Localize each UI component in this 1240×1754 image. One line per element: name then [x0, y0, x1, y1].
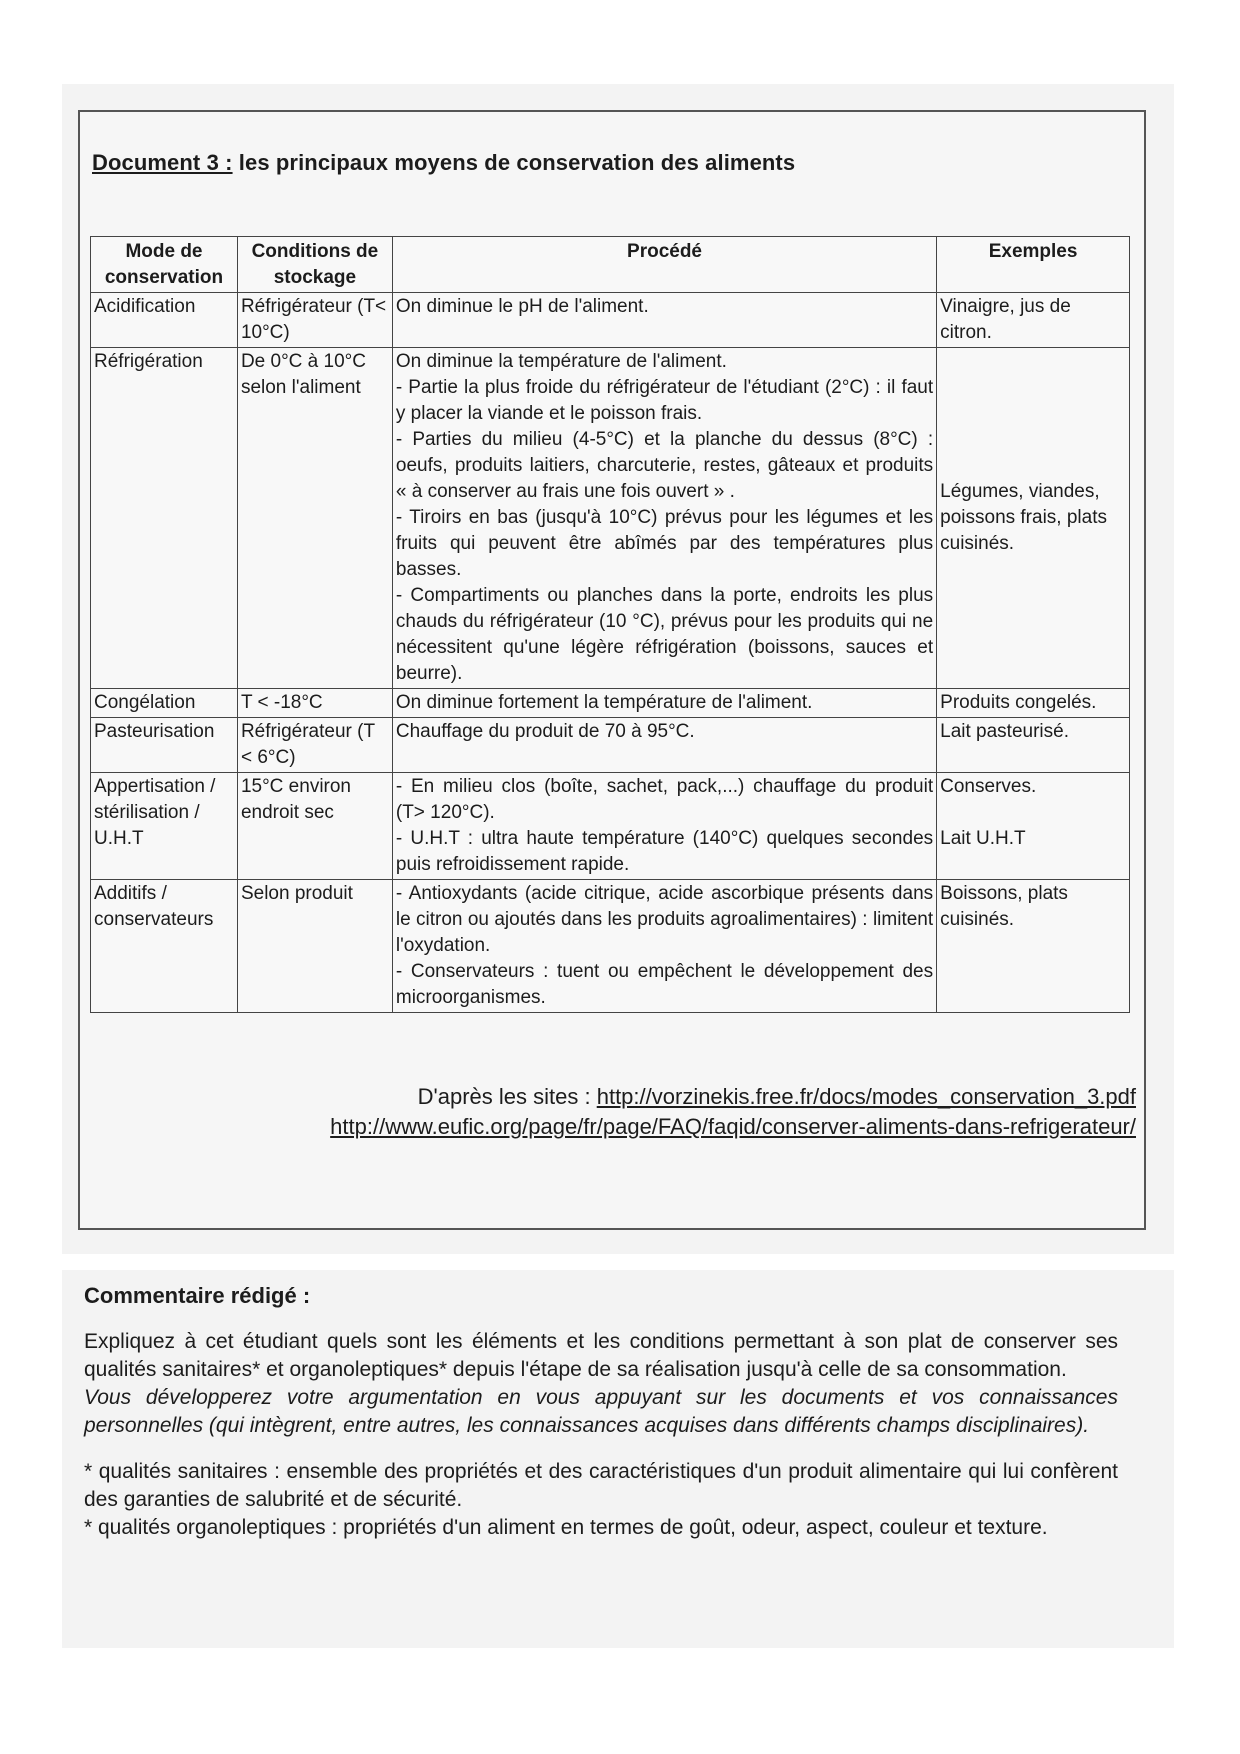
exemple-line: Vinaigre, jus de citron. — [940, 296, 1071, 343]
table-row — [91, 880, 1130, 1013]
cell-exemples — [937, 293, 1130, 348]
cell-conditions: Réfrigérateur (T < 6°C) — [237, 718, 392, 773]
commentary-instructions: Vous développerez votre argumentation en vous appuyant sur les documents et vos connaissances personnelles (qui intègrent, entre autres, les connaissances acquises dans différents champs disciplinaires). — [84, 1386, 1118, 1437]
cell-procede — [392, 773, 936, 880]
table-row — [91, 773, 1130, 880]
cell-mode: Congélation — [91, 689, 238, 718]
cell-procede — [392, 880, 936, 1013]
table-row — [91, 348, 1130, 689]
procede-line: - Parties du milieu (4-5°C) et la planche du dessus (8°C) : oeufs, produits laitiers, charcuterie, restes, gâteaux et produits « à conserver au frais une fois ouvert » . — [395, 429, 934, 502]
table-row — [91, 293, 1130, 348]
footnote-sanitaires: * qualités sanitaires : ensemble des propriétés et des caractéristiques d'un produit alimentaire qui lui confèrent des garanties de salubrité et de sécurité. — [84, 1460, 1118, 1511]
commentary-section — [84, 1282, 1118, 1542]
cell-mode: Additifs / conservateurs — [91, 880, 238, 1013]
commentary-paragraph: Expliquez à cet étudiant quels sont les éléments et les conditions permettant à son plat de conserver ses qualités sanitaires* et organoleptiques* depuis l'étape de sa réalisation jusqu'à celle de sa consommation. — [84, 1330, 1118, 1381]
header-mode: Mode de conservation — [91, 237, 238, 293]
cell-exemples — [937, 718, 1130, 773]
exemple-line: Lait pasteurisé. — [940, 721, 1069, 742]
document-title-text: les principaux moyens de conservation des aliments — [238, 150, 796, 175]
cell-conditions: T < -18°C — [237, 689, 392, 718]
procede-line: Chauffage du produit de 70 à 95°C. — [395, 721, 695, 742]
header-exemples: Exemples — [937, 237, 1130, 293]
procede-line: On diminue le pH de l'aliment. — [395, 296, 649, 317]
header-procede: Procédé — [392, 237, 936, 293]
exemple-line: Lait U.H.T — [940, 828, 1026, 849]
procede-line: - Compartiments ou planches dans la porte, endroits les plus chauds du réfrigérateur (10 °C), prévus pour les produits qui ne nécessitent qu'une légère réfrigération (boissons, sauces et beurre). — [395, 585, 934, 684]
document-title — [92, 150, 795, 176]
cell-mode: Appertisation / stérilisation / U.H.T — [91, 773, 238, 880]
cell-procede — [392, 718, 936, 773]
procede-line: - Antioxydants (acide citrique, acide ascorbique présents dans le citron ou ajoutés dans les produits agroalimentaires) : limitent l'oxydation. — [395, 883, 934, 956]
cell-exemples — [937, 880, 1130, 1013]
cell-procede — [392, 293, 936, 348]
cell-conditions: Réfrigérateur (T< 10°C) — [237, 293, 392, 348]
sources-line-2 — [330, 1112, 1136, 1142]
sources-line-1 — [330, 1082, 1136, 1112]
sources — [330, 1082, 1136, 1142]
procede-line: On diminue fortement la température de l'aliment. — [395, 692, 813, 713]
procede-line: - Tiroirs en bas (jusqu'à 10°C) prévus pour les légumes et les fruits qui peuvent être abîmés par des températures plus basses. — [395, 507, 934, 580]
exemple-spacer — [940, 800, 1126, 826]
exemple-line: Produits congelés. — [940, 692, 1097, 713]
exemple-line: Légumes, viandes, poissons frais, plats cuisinés. — [940, 481, 1107, 554]
procede-line: - U.H.T : ultra haute température (140°C) quelques secondes puis refroidissement rapide. — [395, 828, 934, 875]
exemple-line: Conserves. — [940, 776, 1037, 797]
cell-exemples — [937, 773, 1130, 880]
sources-prefix: D'après les sites : — [417, 1084, 591, 1109]
cell-mode: Pasteurisation — [91, 718, 238, 773]
cell-mode: Acidification — [91, 293, 238, 348]
procede-line: On diminue la température de l'aliment. — [395, 351, 727, 372]
source-link-eufic[interactable]: http://www.eufic.org/page/fr/page/FAQ/faqid/conserver-aliments-dans-refrigerateur/ — [330, 1114, 1136, 1139]
cell-procede — [392, 348, 936, 689]
header-conditions: Conditions de stockage — [237, 237, 392, 293]
cell-procede — [392, 689, 936, 718]
table-row — [91, 689, 1130, 718]
cell-exemples — [937, 348, 1130, 689]
cell-conditions: 15°C environ endroit sec — [237, 773, 392, 880]
document-label: Document 3 : — [92, 150, 233, 175]
source-link-vorzinekis[interactable]: http://vorzinekis.free.fr/docs/modes_conservation_3.pdf — [596, 1084, 1136, 1109]
table-row — [91, 718, 1130, 773]
table-header-row — [91, 237, 1130, 293]
cell-conditions: Selon produit — [237, 880, 392, 1013]
exemple-line: Boissons, plats cuisinés. — [940, 883, 1068, 930]
commentary-heading: Commentaire rédigé : — [84, 1283, 311, 1308]
procede-line: - Conservateurs : tuent ou empêchent le développement des microorganismes. — [395, 961, 934, 1008]
cell-mode: Réfrigération — [91, 348, 238, 689]
conservation-table — [90, 236, 1130, 1013]
cell-conditions: De 0°C à 10°C selon l'aliment — [237, 348, 392, 689]
procede-line: - Partie la plus froide du réfrigérateur de l'étudiant (2°C) : il faut y placer la viande et le poisson frais. — [395, 377, 934, 424]
cell-exemples — [937, 689, 1130, 718]
procede-line: - En milieu clos (boîte, sachet, pack,...) chauffage du produit (T> 120°C). — [395, 776, 934, 823]
footnote-organoleptiques: * qualités organoleptiques : propriétés d'un aliment en termes de goût, odeur, aspect, couleur et texture. — [84, 1516, 1048, 1539]
